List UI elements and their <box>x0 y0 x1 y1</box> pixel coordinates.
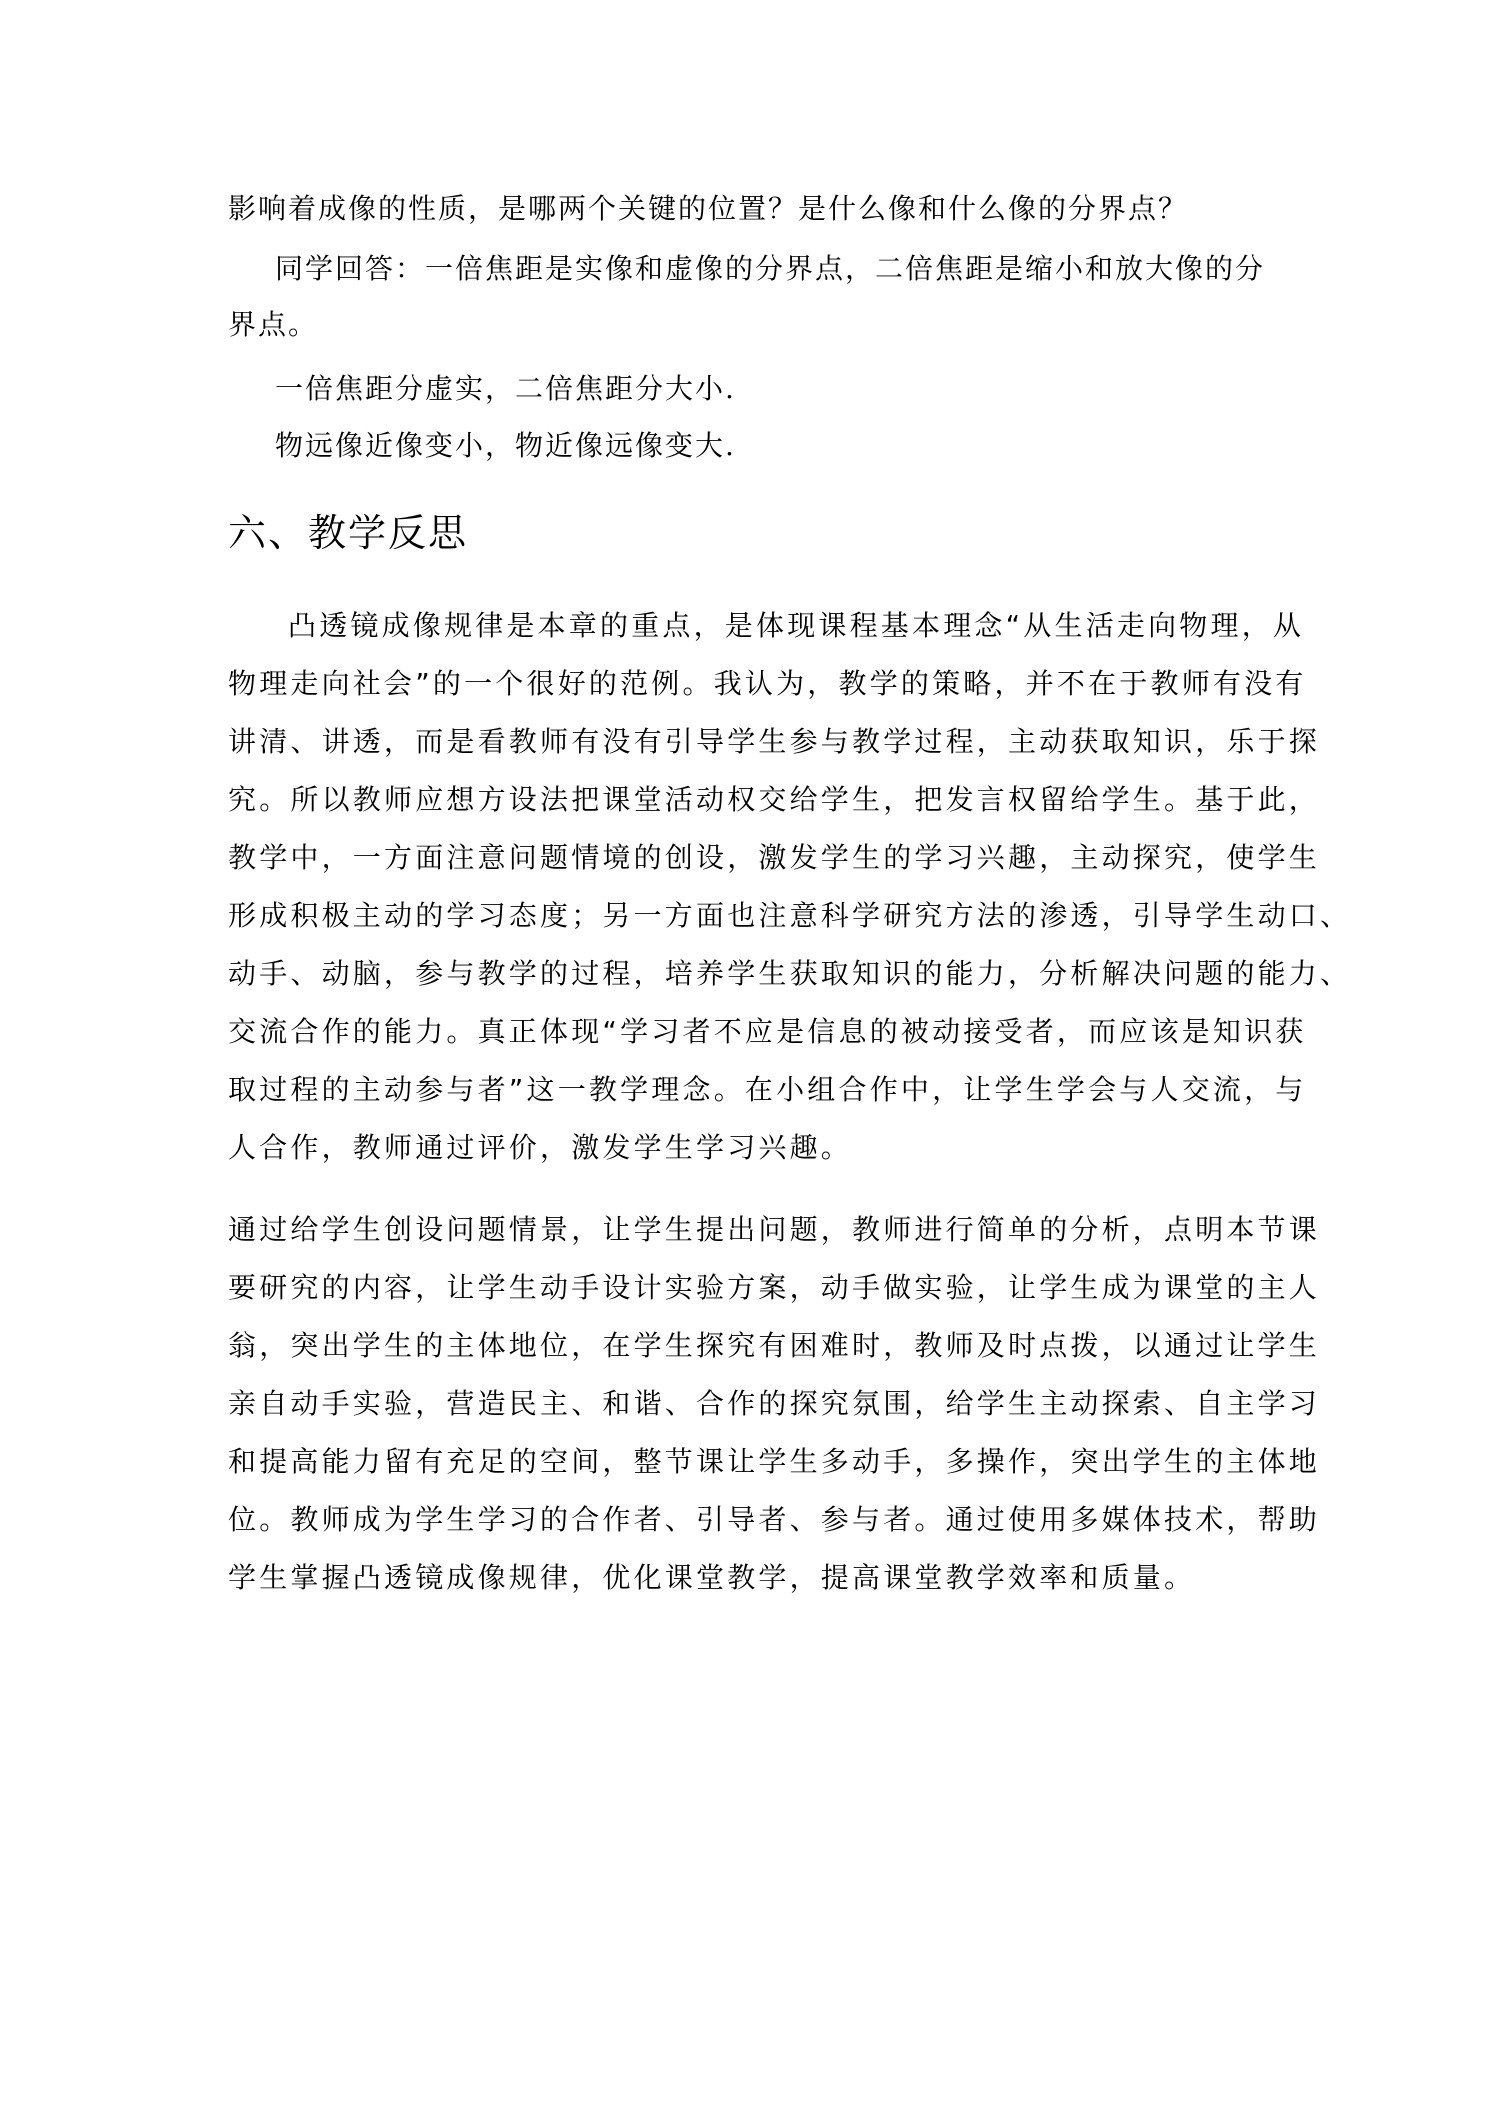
text-line: 教学中，一方面注意问题情境的创设，激发学生的学习兴趣，主动探究，使学生 <box>228 841 1321 874</box>
text-line: 通过给学生创设问题情景，让学生提出问题，教师进行简单的分析，点明本节课 <box>228 1213 1321 1246</box>
text-line: 交流合作的能力。真正体现“学习者不应是信息的被动接受者，而应该是知识获 <box>228 1015 1307 1048</box>
text-line: 取过程的主动参与者”这一教学理念。在小组合作中，让学生学会与人交流，与 <box>228 1073 1307 1106</box>
text-line: 讲清、讲透，而是看教师有没有引导学生参与教学过程，主动获取知识，乐于探 <box>228 725 1321 758</box>
text-line: 形成积极主动的学习态度；另一方面也注意科学研究方法的渗透，引导学生动口、 <box>228 899 1352 932</box>
text-line: 凸透镜成像规律是本章的重点，是体现课程基本理念“从生活走向物理，从 <box>288 609 1305 642</box>
text-line: 同学回答：一倍焦距是实像和虚像的分界点，二倍焦距是缩小和放大像的分 <box>275 252 1266 285</box>
text-line: 翁，突出学生的主体地位，在学生探究有困难时，教师及时点拨，以通过让学生 <box>228 1329 1321 1362</box>
text-line: 和提高能力留有充足的空间，整节课让学生多动手，多操作，突出学生的主体地 <box>228 1445 1321 1478</box>
text-line: 界点。 <box>228 308 319 341</box>
section-heading: 六、教学反思 <box>228 511 469 555</box>
text-line: 学生掌握凸透镜成像规律，优化课堂教学，提高课堂教学效率和质量。 <box>228 1561 1196 1594</box>
text-line: 影响着成像的性质，是哪两个关键的位置？是什么像和什么像的分界点？ <box>228 192 1189 225</box>
text-line: 要研究的内容，让学生动手设计实验方案，动手做实验，让学生成为课堂的主人 <box>228 1271 1321 1304</box>
text-line: 位。教师成为学生学习的合作者、引导者、参与者。通过使用多媒体技术，帮助 <box>228 1503 1321 1536</box>
text-line: 人合作，教师通过评价，激发学生学习兴趣。 <box>228 1131 853 1164</box>
text-line: 一倍焦距分虚实，二倍焦距分大小. <box>275 372 736 405</box>
text-line: 物远像近像变小，物近像远像变大. <box>275 429 736 462</box>
text-line: 动手、动脑，参与教学的过程，培养学生获取知识的能力，分析解决问题的能力、 <box>228 957 1352 990</box>
text-line: 物理走向社会”的一个很好的范例。我认为，教学的策略，并不在于教师有没有 <box>228 667 1307 700</box>
text-line: 亲自动手实验，营造民主、和谐、合作的探究氛围，给学生主动探索、自主学习 <box>228 1387 1321 1420</box>
text-line: 究。所以教师应想方设法把课堂活动权交给学生，把发言权留给学生。基于此， <box>228 783 1321 816</box>
